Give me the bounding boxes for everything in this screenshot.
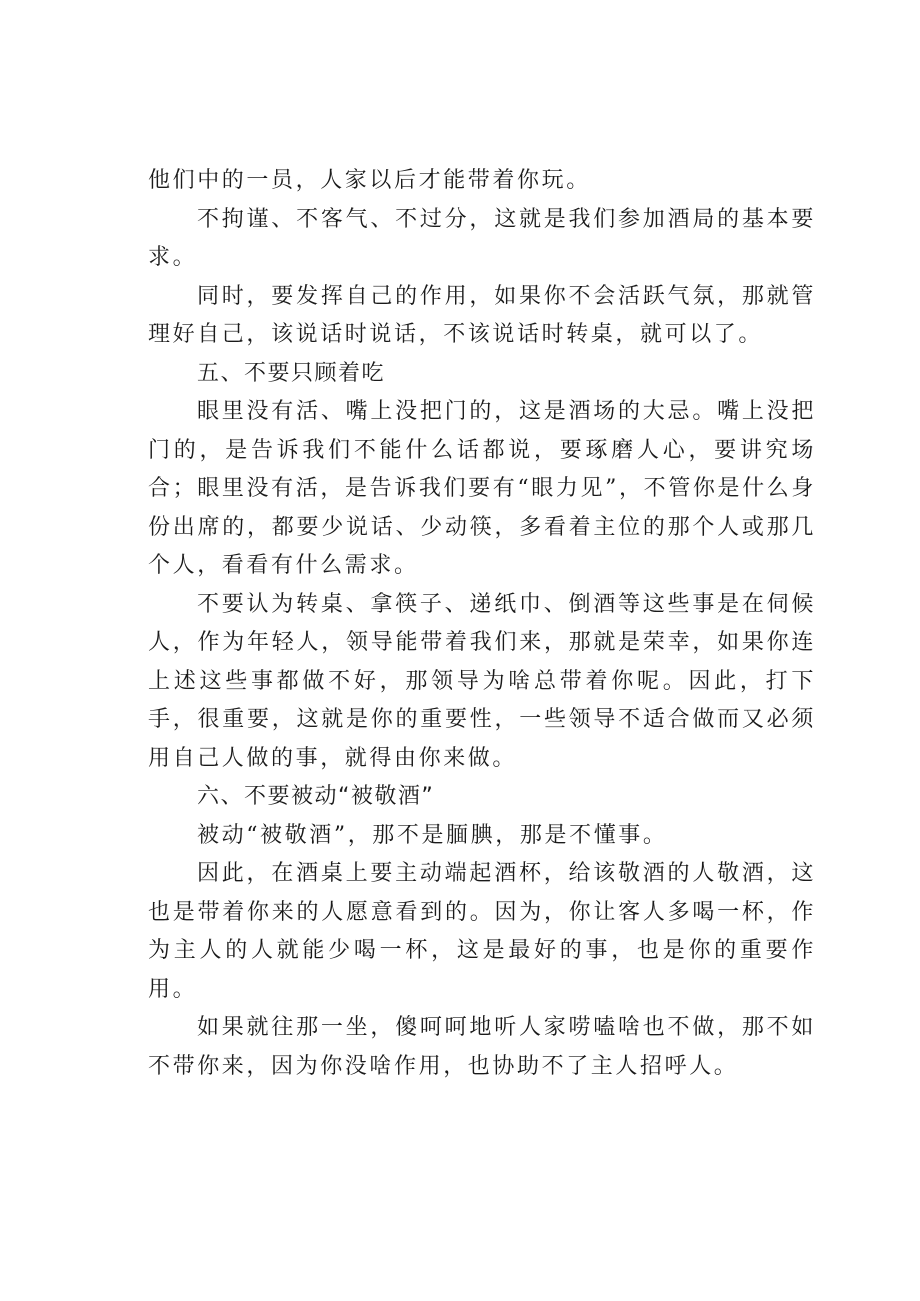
section-heading-6: 六、不要被动“被敬酒” (197, 784, 435, 809)
paragraph-helping-hand: 不要认为转桌、拿筷子、递纸巾、倒酒等这些事是在伺候人，作为年轻人，领导能带着我们来，那就是荣幸，如果你连上述这些事都做不好，那领导为啥总带着你呢。因此，打下手，很重要，这就是你的重要性，一些领导不适合做而又必须用自己人做的事，就得由你来做。 (148, 591, 816, 771)
paragraph-self-management: 同时，要发挥自己的作用，如果你不会活跃气氛，那就管理好自己，该说话时说话，不该说话时转桌，就可以了。 (148, 283, 816, 347)
paragraph-taboo: 眼里没有活、嘴上没把门的，这是酒场的大忌。嘴上没把门的，是告诉我们不能什么话都说，要琢磨人心，要讲究场合；眼里没有活，是告诉我们要有“眼力见”，不管你是什么身份出席的，都要少说话、少动筷，多看着主位的那个人或那几个人，看看有什么需求。 (148, 399, 816, 578)
paragraph-active-toast: 因此，在酒桌上要主动端起酒杯，给该敬酒的人敬酒，这也是带着你来的人愿意看到的。因为，你让客人多喝一杯，作为主人的人就能少喝一杯，这是最好的事，也是你的重要作用。 (148, 861, 816, 1002)
paragraph-basic-requirements: 不拘谨、不客气、不过分，这就是我们参加酒局的基本要求。 (148, 206, 816, 270)
paragraph-continuation: 他们中的一员，人家以后才能带着你玩。 (148, 168, 591, 193)
section-heading-5: 五、不要只顾着吃 (197, 360, 386, 386)
paragraph-passive-toast: 被动“被敬酒”，那不是腼腆，那是不懂事。 (197, 822, 668, 848)
document-page (148, 162, 816, 1086)
paragraph-no-use: 如果就往那一坐，傻呵呵地听人家唠嗑啥也不做，那不如不带你来，因为你没啥作用，也协助不了主人招呼人。 (148, 1015, 816, 1079)
